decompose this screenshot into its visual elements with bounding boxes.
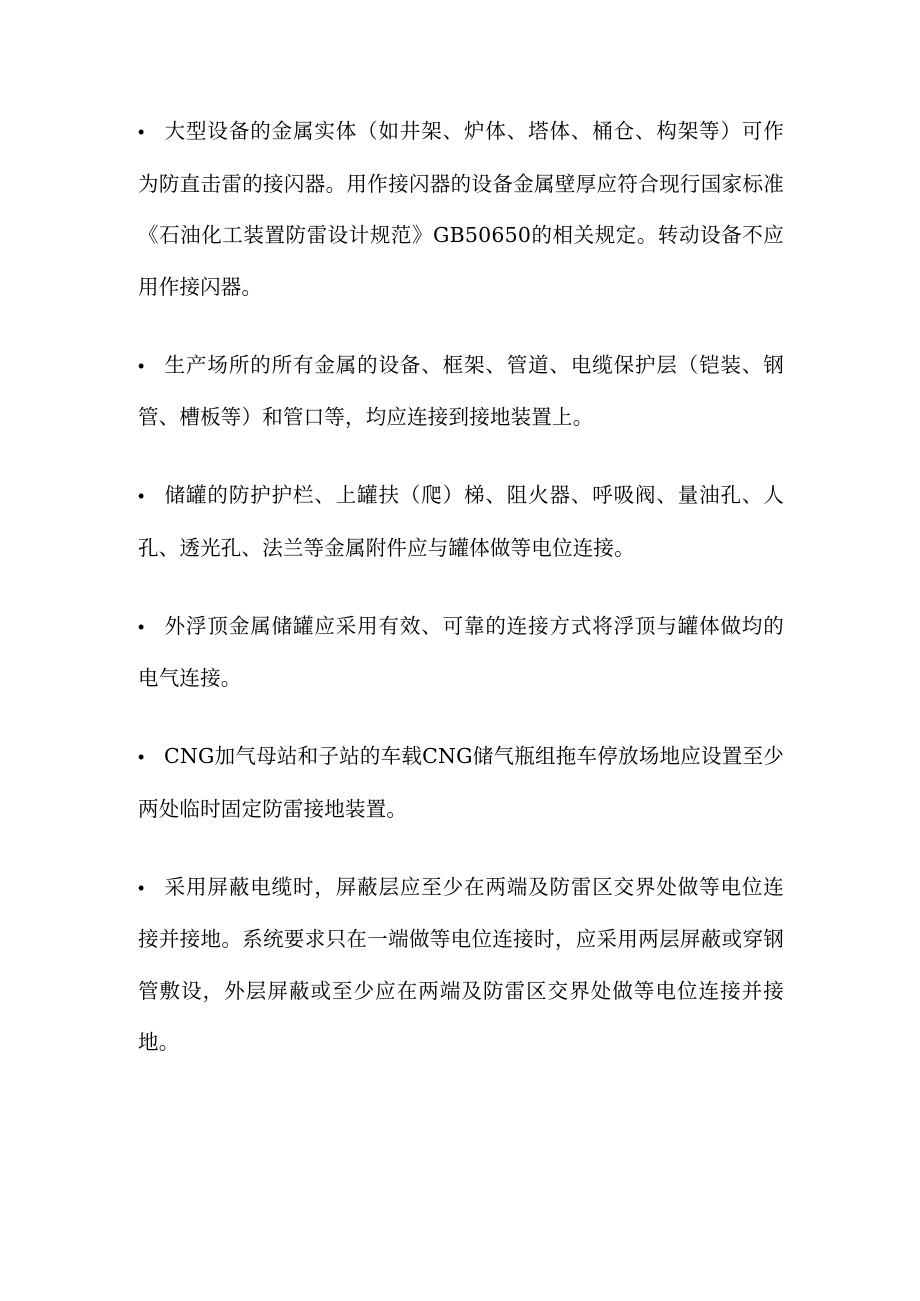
bullet-icon: • [138, 355, 145, 376]
paragraph-text: CNG加气母站和子站的车载CNG储气瓶组拖车停放场地应设置至少两处临时固定防雷接地装置。 [138, 744, 784, 821]
bullet-paragraph-5 [138, 731, 784, 835]
paragraph-text: 采用屏蔽电缆时，屏蔽层应至少在两端及防雷区交界处做等电位连接并接地。系统要求只在一端做等电位连接时，应采用两层屏蔽或穿钢管敷设，外层屏蔽或至少应在两端及防雷区交界处做等电位连接并接地。 [138, 874, 784, 1054]
paragraph-text: 外浮顶金属储罐应采用有效、可靠的连接方式将浮顶与罐体做均的电气连接。 [138, 613, 784, 690]
bullet-paragraph-1 [138, 106, 784, 313]
bullet-icon: • [138, 877, 145, 898]
bullet-paragraph-3 [138, 470, 784, 574]
bullet-icon: • [138, 486, 145, 506]
bullet-icon: • [138, 122, 145, 142]
document-body [138, 106, 784, 1069]
bullet-icon: • [138, 616, 145, 637]
bullet-paragraph-6 [138, 862, 784, 1069]
bullet-icon: • [138, 747, 145, 767]
paragraph-text: 生产场所的所有金属的设备、框架、管道、电缆保护层（铠装、钢管、槽板等）和管口等，均应连接到接地装置上。 [138, 352, 784, 429]
bullet-paragraph-4 [138, 601, 784, 705]
paragraph-text: 大型设备的金属实体（如井架、炉体、塔体、桶仓、构架等）可作为防直击雷的接闪器。用作接闪器的设备金属壁厚应符合现行国家标准《石油化工装置防雷设计规范》GB50650的相关规定。转动设备不应用作接闪器。 [138, 119, 784, 299]
paragraph-text: 储罐的防护护栏、上罐扶（爬）梯、阻火器、呼吸阀、量油孔、人孔、透光孔、法兰等金属附件应与罐体做等电位连接。 [138, 483, 784, 560]
bullet-paragraph-2 [138, 340, 784, 444]
